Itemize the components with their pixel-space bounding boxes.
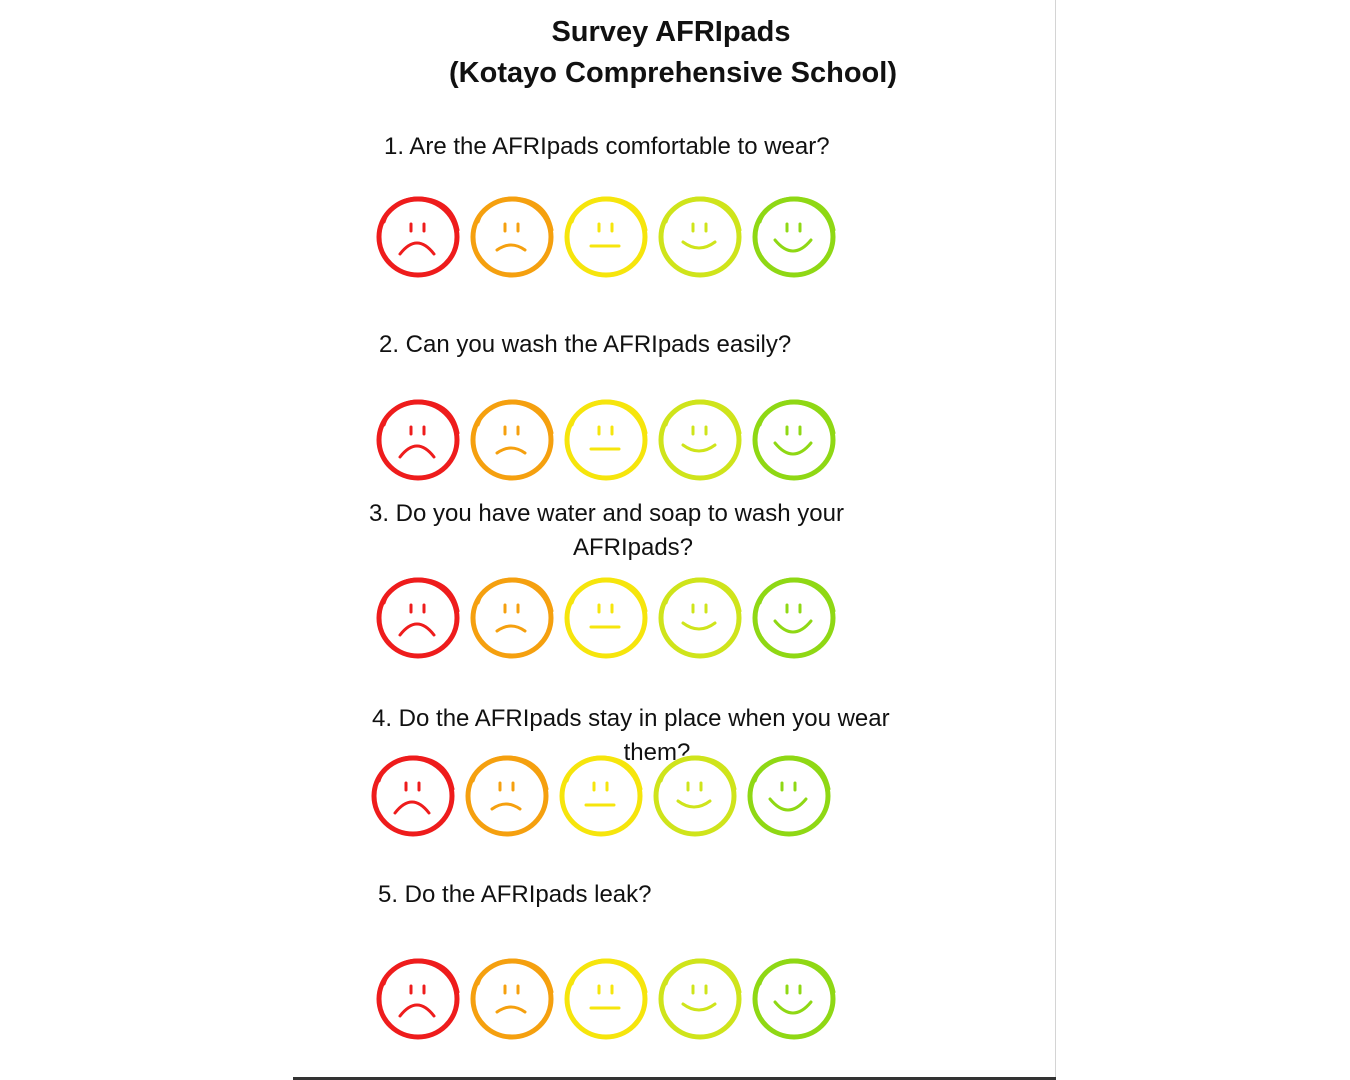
question-5-text: 5. Do the AFRIpads leak? — [378, 881, 652, 908]
sad-face-icon-graphic — [466, 954, 560, 1044]
rating-row-5 — [372, 954, 842, 1044]
sad-face-icon[interactable] — [466, 573, 560, 663]
very-happy-face-icon[interactable] — [748, 573, 842, 663]
sad-face-icon-graphic — [466, 192, 560, 282]
happy-face-icon[interactable] — [649, 751, 743, 841]
question-4-text: 4. Do the AFRIpads stay in place when you wear — [372, 705, 890, 732]
very-happy-face-icon-graphic — [748, 573, 842, 663]
neutral-face-icon-graphic — [560, 192, 654, 282]
very-sad-face-icon[interactable] — [372, 395, 466, 485]
neutral-face-icon[interactable] — [555, 751, 649, 841]
neutral-face-icon[interactable] — [560, 192, 654, 282]
very-happy-face-icon-graphic — [748, 954, 842, 1044]
happy-face-icon-graphic — [654, 954, 748, 1044]
very-happy-face-icon-graphic — [748, 192, 842, 282]
question-4-continuation: them? — [623, 739, 691, 766]
very-happy-face-icon-graphic — [743, 751, 837, 841]
question-1-text: 1. Are the AFRIpads comfortable to wear? — [384, 133, 830, 160]
happy-face-icon[interactable] — [654, 573, 748, 663]
happy-face-icon[interactable] — [654, 192, 748, 282]
very-sad-face-icon-graphic — [372, 395, 466, 485]
very-sad-face-icon[interactable] — [372, 954, 466, 1044]
sad-face-icon[interactable] — [466, 395, 560, 485]
sad-face-icon[interactable] — [466, 954, 560, 1044]
question-3-text: 3. Do you have water and soap to wash your — [369, 500, 844, 527]
happy-face-icon[interactable] — [654, 395, 748, 485]
very-happy-face-icon[interactable] — [743, 751, 837, 841]
question-3-continuation: AFRIpads? — [572, 534, 694, 561]
rating-row-3 — [372, 573, 842, 663]
rating-row-1 — [372, 192, 842, 282]
sad-face-icon-graphic — [461, 751, 555, 841]
happy-face-icon-graphic — [654, 192, 748, 282]
sad-face-icon[interactable] — [461, 751, 555, 841]
happy-face-icon-graphic — [649, 751, 743, 841]
neutral-face-icon[interactable] — [560, 395, 654, 485]
very-sad-face-icon[interactable] — [372, 192, 466, 282]
neutral-face-icon-graphic — [560, 954, 654, 1044]
survey-subtitle: (Kotayo Comprehensive School) — [449, 57, 897, 89]
very-happy-face-icon[interactable] — [748, 395, 842, 485]
page-edge-right — [1055, 0, 1056, 1080]
neutral-face-icon[interactable] — [560, 954, 654, 1044]
neutral-face-icon[interactable] — [560, 573, 654, 663]
rating-row-2 — [372, 395, 842, 485]
very-sad-face-icon[interactable] — [367, 751, 461, 841]
very-sad-face-icon-graphic — [372, 954, 466, 1044]
very-sad-face-icon-graphic — [372, 573, 466, 663]
very-happy-face-icon[interactable] — [748, 954, 842, 1044]
rating-row-4 — [367, 751, 837, 841]
sad-face-icon[interactable] — [466, 192, 560, 282]
sad-face-icon-graphic — [466, 395, 560, 485]
happy-face-icon-graphic — [654, 395, 748, 485]
happy-face-icon[interactable] — [654, 954, 748, 1044]
survey-title: Survey AFRIpads — [551, 16, 791, 48]
very-happy-face-icon[interactable] — [748, 192, 842, 282]
very-sad-face-icon-graphic — [372, 192, 466, 282]
neutral-face-icon-graphic — [555, 751, 649, 841]
very-sad-face-icon[interactable] — [372, 573, 466, 663]
question-2-text: 2. Can you wash the AFRIpads easily? — [379, 331, 792, 358]
very-sad-face-icon-graphic — [367, 751, 461, 841]
question-4-block — [360, 700, 960, 766]
happy-face-icon-graphic — [654, 573, 748, 663]
very-happy-face-icon-graphic — [748, 395, 842, 485]
neutral-face-icon-graphic — [560, 395, 654, 485]
sad-face-icon-graphic — [466, 573, 560, 663]
neutral-face-icon-graphic — [560, 573, 654, 663]
